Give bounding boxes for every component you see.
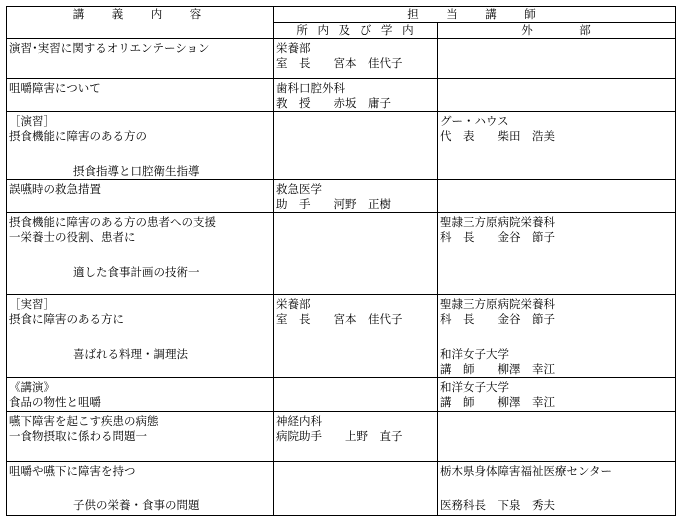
instructor-text-line: 聖隷三方原病院栄養科: [440, 297, 555, 311]
internal-instructor-cell: [274, 180, 438, 213]
lecture-text-line: 摂食指導と口腔衛生指導: [73, 164, 200, 178]
instructor-text-line: 教 授 赤坂 庸子: [276, 96, 391, 110]
lecture-cell: [7, 462, 274, 516]
lecture-row: [7, 295, 676, 378]
instructor-text-line: 病院助手 上野 直子: [276, 429, 403, 443]
external-instructor-cell: [438, 462, 676, 516]
instructor-text-line: 科 長 金谷 節子: [440, 312, 555, 326]
lecture-cell: [7, 112, 274, 180]
lecture-cell: [7, 378, 274, 412]
lecture-cell: [7, 412, 274, 462]
external-instructor-cell: [438, 112, 676, 180]
instructor-text-line: 救急医学: [276, 182, 322, 196]
lecture-cell: [7, 295, 274, 378]
internal-instructor-cell: [274, 213, 438, 295]
lecture-text-line: ［実習］: [9, 297, 55, 311]
instructor-text-line: 和洋女子大学: [440, 380, 509, 394]
lecture-text-line: 一栄養士の役割、患者に: [9, 230, 136, 244]
lecture-text-line: 適した食事計画の技術一: [73, 265, 200, 279]
instructor-text-line: 神経内科: [276, 414, 322, 428]
external-instructor-cell: [438, 213, 676, 295]
lecture-row: [7, 112, 676, 180]
lecture-instructor-table: [6, 6, 676, 516]
external-instructors-header: 外 部: [438, 23, 676, 39]
lecture-text-line: [9, 144, 273, 164]
lecture-text-line: 《講演》: [9, 380, 55, 394]
instructor-text-line: 科 長 金谷 節子: [440, 230, 555, 244]
instructor-text-line: 和洋女子大学: [440, 347, 509, 361]
lecture-text-line: 喜ばれる料理・調理法: [73, 347, 188, 361]
external-instructor-cell: [438, 180, 676, 213]
internal-instructor-cell: [274, 79, 438, 112]
lecture-text-line: 摂食機能に障害のある方の患者への支援: [9, 215, 216, 229]
instructor-text-line: 助 手 河野 正樹: [276, 197, 391, 211]
instructor-text-line: グー・ハウス: [440, 114, 509, 128]
lecture-text-line: 誤嚥時の救急措置: [9, 182, 101, 196]
instructor-text-line: 聖隷三方原病院栄養科: [440, 215, 555, 229]
external-instructor-cell: [438, 412, 676, 462]
lecture-text-line: 食品の物性と咀嚼: [9, 395, 101, 409]
internal-instructor-cell: [274, 412, 438, 462]
internal-instructor-cell: [274, 295, 438, 378]
lecture-cell: [7, 39, 274, 79]
instructor-text-line: [440, 479, 675, 498]
lecture-row: [7, 39, 676, 79]
lecture-text-line: [9, 479, 273, 498]
lecture-cell: [7, 79, 274, 112]
lecture-content-header: 講 義 内 容: [7, 7, 274, 39]
instructor-text-line: 歯科口腔外科: [276, 81, 345, 95]
instructor-text-line: 室 長 宮本 佳代子: [276, 312, 403, 326]
lecture-cell: [7, 180, 274, 213]
lecture-row: [7, 180, 676, 213]
lecture-text-line: [9, 245, 273, 265]
lecture-row: [7, 378, 676, 412]
external-instructor-cell: [438, 39, 676, 79]
lecture-text-line: 摂食に障害のある方に: [9, 312, 124, 326]
internal-instructors-header: 所 内 及 び 学 内: [274, 23, 438, 39]
lecture-text-line: ［演習］: [9, 114, 55, 128]
external-instructor-cell: [438, 79, 676, 112]
lecture-text-line: 子供の栄養・食事の問題: [73, 498, 200, 512]
lecture-row: [7, 462, 676, 516]
lecture-text-line: 嚥下障害を起こす疾患の病態: [9, 414, 159, 428]
external-instructor-cell: [438, 378, 676, 412]
lecture-text-line: [9, 327, 273, 347]
lecture-row: [7, 213, 676, 295]
instructor-text-line: 講 師 柳澤 幸江: [440, 362, 555, 376]
instructors-header: 担 当 講 師: [274, 7, 676, 23]
instructor-text-line: 室 長 宮本 佳代子: [276, 56, 403, 70]
instructor-text-line: 栃木県身体障害福祉医療センター: [440, 464, 613, 478]
lecture-text-line: 一食物摂取に係わる問題一: [9, 429, 147, 443]
internal-instructor-cell: [274, 378, 438, 412]
instructor-text-line: 講 師 柳澤 幸江: [440, 395, 555, 409]
external-instructor-cell: [438, 295, 676, 378]
lecture-row: [7, 412, 676, 462]
lecture-row: [7, 79, 676, 112]
internal-instructor-cell: [274, 462, 438, 516]
header-row: [7, 7, 676, 23]
instructor-text-line: 医務科長 下泉 秀夫: [440, 498, 555, 512]
internal-instructor-cell: [274, 39, 438, 79]
lecture-text-line: 摂食機能に障害のある方の: [9, 129, 147, 143]
lecture-text-line: 咀嚼や嚥下に障害を持つ: [9, 464, 136, 478]
lecture-cell: [7, 213, 274, 295]
lecture-text-line: 咀嚼障害について: [9, 81, 101, 95]
instructor-text-line: 栄養部: [276, 297, 311, 311]
instructor-text-line: [440, 327, 675, 347]
internal-instructor-cell: [274, 112, 438, 180]
lecture-text-line: 演習･実習に関するオリエンテーション: [9, 41, 210, 55]
instructor-text-line: 栄養部: [276, 41, 311, 55]
instructor-text-line: 代 表 柴田 浩美: [440, 129, 555, 143]
